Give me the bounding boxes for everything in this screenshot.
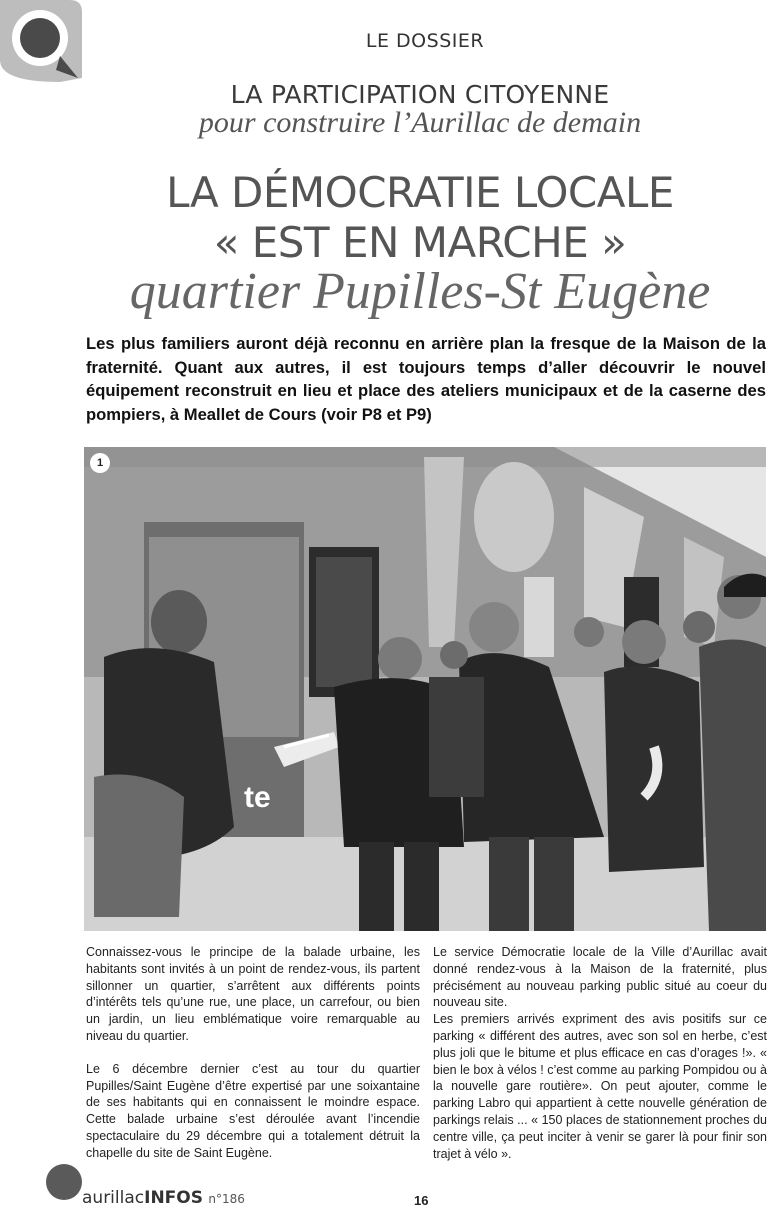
body-column-right: [433, 944, 767, 1178]
body-paragraph: Connaissez-vous le principe de la balade urbaine, les habitants sont invités à un point de rendez-vous, ils partent sillonner un quartier, s’arrêtent aux différents points d’intérêts tels qu’une rue, une place, un carrefour, ou bien un jardin, un lieu emblématique voire remarquable au niveau du quartier.: [86, 945, 420, 1043]
kicker-title: LA PARTICIPATION CITOYENNE: [230, 80, 610, 109]
body-paragraph: Le service Démocratie locale de la Ville d’Aurillac avait donné rendez-vous à la Maison de la fraternité, plus précisément au nouveau parking public situé au coeur du nouveau site.: [433, 945, 767, 1010]
kicker-subtitle: pour construire l’Aurillac de demain: [198, 106, 642, 139]
body-paragraph: Les premiers arrivés expriment des avis positifs sur ce parking « différent des autres, avec son sol en herbe, c’est plus joli que le bitume et plus efficace en cas d’orages !». « bien le box à vélos ! c’est comme au parking Pompidou ou à la nouvelle gare routière». On peut ajouter, comme le parking Labro qui appartient à cette nouvelle génération de parkings relais ... « 150 places de stationnement proches du centre ville, ça peut inciter à venir se garer là pour finir son trajet à vélo ».: [433, 1012, 767, 1161]
footer-brand-infos: INFOS: [144, 1188, 203, 1208]
section-label: LE DOSSIER: [365, 30, 485, 52]
headline-line-3: quartier Pupilles-St Eugène: [129, 263, 711, 320]
body-column-left: [86, 944, 420, 1178]
footer-issue-number: n°186: [208, 1192, 245, 1206]
article-photo: [84, 447, 766, 931]
crowd-photo-illustration: [84, 447, 766, 931]
page-number: 16: [414, 1193, 429, 1208]
headline-line-1: LA DÉMOCRATIE LOCALE: [166, 168, 674, 217]
footer-brand: [82, 1188, 245, 1208]
lead-paragraph: Les plus familiers auront déjà reconnu en arrière plan la fresque de la Maison de la fraternité. Quant aux autres, il est toujours temps d’aller découvrir le nouvel équipement reconstruit en lieu et place des ateliers municipaux et de la caserne des pompiers, à Meallet de Cours (voir P8 et P9): [86, 334, 766, 424]
body-paragraph: Le 6 décembre dernier c’est au tour du quartier Pupilles/Saint Eugène d’être expertisé par une soixantaine de ses habitants qui en connaissent le moindre espace. Cette balade urbaine s’est déroulée avant l’incendie spectaculaire du 29 décembre qui a totalement détruit la chapelle du site de Saint Eugène.: [86, 1061, 420, 1160]
photo-number-badge: 1: [90, 453, 110, 473]
footer-brand-aurillac: aurillac: [82, 1188, 145, 1208]
magazine-logo-icon: [0, 0, 82, 82]
headline-line-2: « EST EN MARCHE »: [213, 218, 627, 267]
banner-text-1: te: [244, 781, 271, 814]
